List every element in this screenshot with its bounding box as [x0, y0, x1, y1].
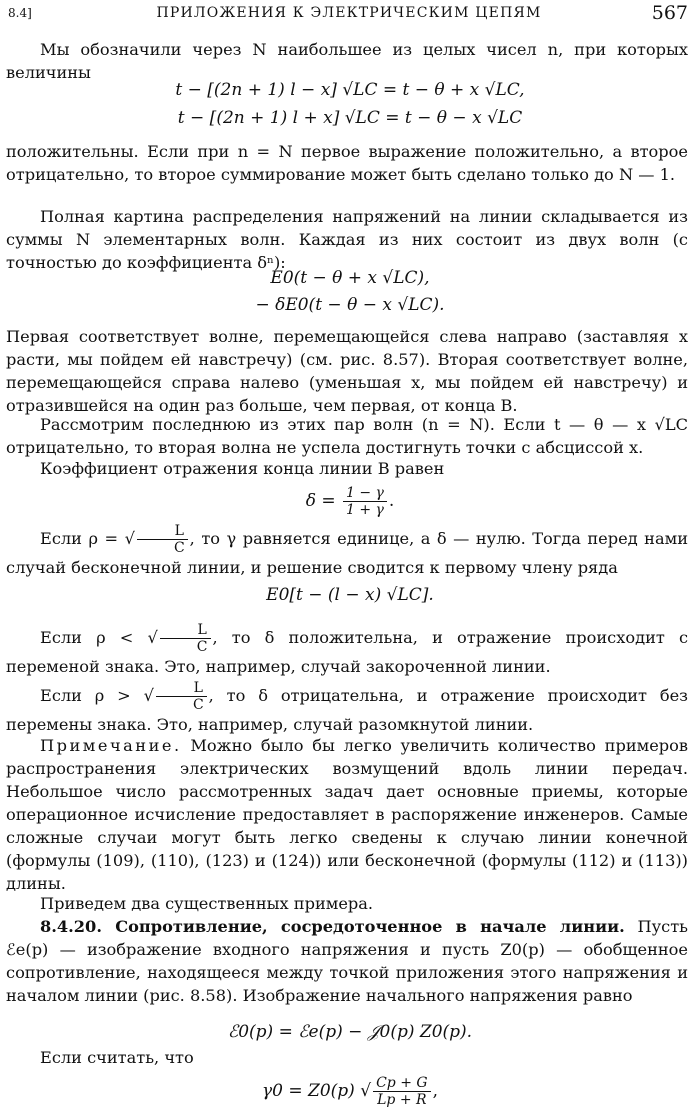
frac-num: L: [137, 523, 188, 540]
case-less-text: , то δ положительна, и отражение происходит с переменой знака. Это, например, случай закороченной линии.: [6, 628, 689, 676]
sqrt-fraction: [137, 523, 188, 556]
case-equal-text: , то γ равняется единице, а δ — нулю. Тогда перед нами случай бесконечной линии, и решение сводится к первому члену ряда: [6, 529, 689, 577]
sqrt-fraction: [160, 622, 211, 655]
gamma-lhs: γ0 = Z0(p): [262, 1081, 355, 1101]
reflection-denominator: 1 + γ: [345, 502, 384, 518]
paragraph-2: положительны. Если при n = N первое выражение положительно, а второе отрицательно, то второе суммирование может быть сделано только до N — 1.: [6, 142, 688, 184]
frac-den: C: [196, 639, 208, 655]
case-less-lead: Если ρ <: [40, 628, 134, 647]
section-text: Пусть ℰe(p) — изображение входного напряжения и пусть Z0(p) — обобщенное сопротивление, находящееся между точкой приложения этого напряжения и началом линии (рис. 8.58). Изображение начального напряжения равно: [6, 917, 688, 1005]
paragraph-10: Приведем два существенных примера.: [40, 894, 374, 913]
frac-num: L: [156, 680, 207, 697]
equation-3: E0(t − θ + x √LC),: [270, 268, 430, 288]
equation-4: − δE0(t − θ − x √LC).: [255, 295, 445, 315]
case-equal-lead: Если ρ =: [40, 529, 119, 548]
paragraph-9: Если ρ > √ $\frac{L}{C}$ , то δ отрицательна, и отражение происходит без перемены знака. Это, например, случай разомкнутой линии.: [6, 680, 688, 734]
equation-5: δ = $\frac{1 - \gamma}{1 + \gamma}$ .: [305, 485, 395, 518]
paragraph-3: Полная картина распределения напряжений на линии складывается из суммы N элементарных волн. Каждая из них состоит из двух волн (с точностью до коэффициента δⁿ):: [6, 207, 688, 272]
section-heading: 8.4.20. Сопротивление, сосредоточенное в начале линии.: [40, 917, 625, 936]
paragraph-12: Если считать, что: [40, 1048, 194, 1067]
equation-7: ℰ0(p) = ℰe(p) − 𝒥0(p) Z0(p).: [227, 1022, 473, 1042]
running-title: ПРИЛОЖЕНИЯ К ЭЛЕКТРИЧЕСКИМ ЦЕПЯМ: [156, 5, 542, 21]
reflection-fraction: [343, 485, 387, 518]
equation-6: E0[t − (l − x) √LC].: [266, 585, 434, 605]
note-paragraph-top: [6, 734, 688, 895]
note-label: Примечание.: [40, 736, 182, 755]
case-greater-lead: Если ρ >: [40, 686, 131, 705]
section-number: 8.4]: [8, 6, 32, 20]
paragraph-8: Если ρ < √ $\frac{L}{C}$ , то δ положительна, и отражение происходит с переменой знака. Это, например, случай закороченной линии.: [6, 622, 689, 676]
frac-den: C: [192, 697, 204, 713]
sqrt-fraction: [156, 680, 207, 713]
case-greater-text: , то δ отрицательна, и отражение происходит без перемены знака. Это, например, случай разомкнутой линии.: [6, 686, 688, 734]
page-number: 567: [651, 2, 688, 24]
gamma-denominator: Lp + R: [377, 1092, 427, 1108]
equation-8: γ0 = Z0(p) √ $\frac{Cp + G}{Lp + R}$ ,: [262, 1075, 438, 1108]
paragraph-6: Коэффициент отражения конца линии B равен: [40, 459, 445, 478]
gamma-numerator: Cp + G: [373, 1075, 431, 1092]
reflection-numerator: 1 − γ: [343, 485, 387, 502]
paragraph-1: Мы обозначили через N наибольшее из целых чисел n, при которых величины: [6, 40, 688, 82]
paragraph-4: Первая соответствует волне, перемещающейся слева направо (заставляя x расти, мы пойдем ей навстречу) (см. рис. 8.57). Вторая соответствует волне, перемещающейся справа налево (уменьшая x, мы пойдем ей навстречу) и отразившейся на один раз больше, чем первая, от конца B.: [6, 327, 688, 415]
frac-num: L: [160, 622, 211, 639]
section-paragraph: [6, 915, 688, 1007]
reflection-lhs: δ =: [305, 491, 336, 511]
frac-den: C: [173, 540, 185, 556]
note-text: Можно было бы легко увеличить количество примеров распространения электрических возмущений вдоль линии передач. Небольшое число рассмотренных задач дает основные приемы, которые операционное исчисление предоставляет в распоряжение инженеров. Самые сложные случаи могут быть легко сведены к случаю линии конечной (формулы (109), (110), (123) и (124)) или бесконечной (формулы (112) и (113)) длины.: [6, 736, 689, 893]
paragraph-5: Рассмотрим последнюю из этих пар волн (n = N). Если t — θ — x √LC отрицательно, то вторая волна не успела достигнуть точки с абсциссой x.: [6, 415, 688, 457]
equation-1: t − [(2n + 1) l − x] √LC = t − θ + x √LC,: [175, 80, 525, 100]
paragraph-7: Если ρ = √ $\frac{L}{C}$ , то γ равняется единице, а δ — нулю. Тогда перед нами случай бесконечной линии, и решение сводится к первому члену ряда: [6, 523, 689, 577]
gamma-fraction: [373, 1075, 431, 1108]
page-header: [6, 2, 692, 28]
equation-2: t − [(2n + 1) l + x] √LC = t − θ − x √LC: [177, 108, 523, 128]
